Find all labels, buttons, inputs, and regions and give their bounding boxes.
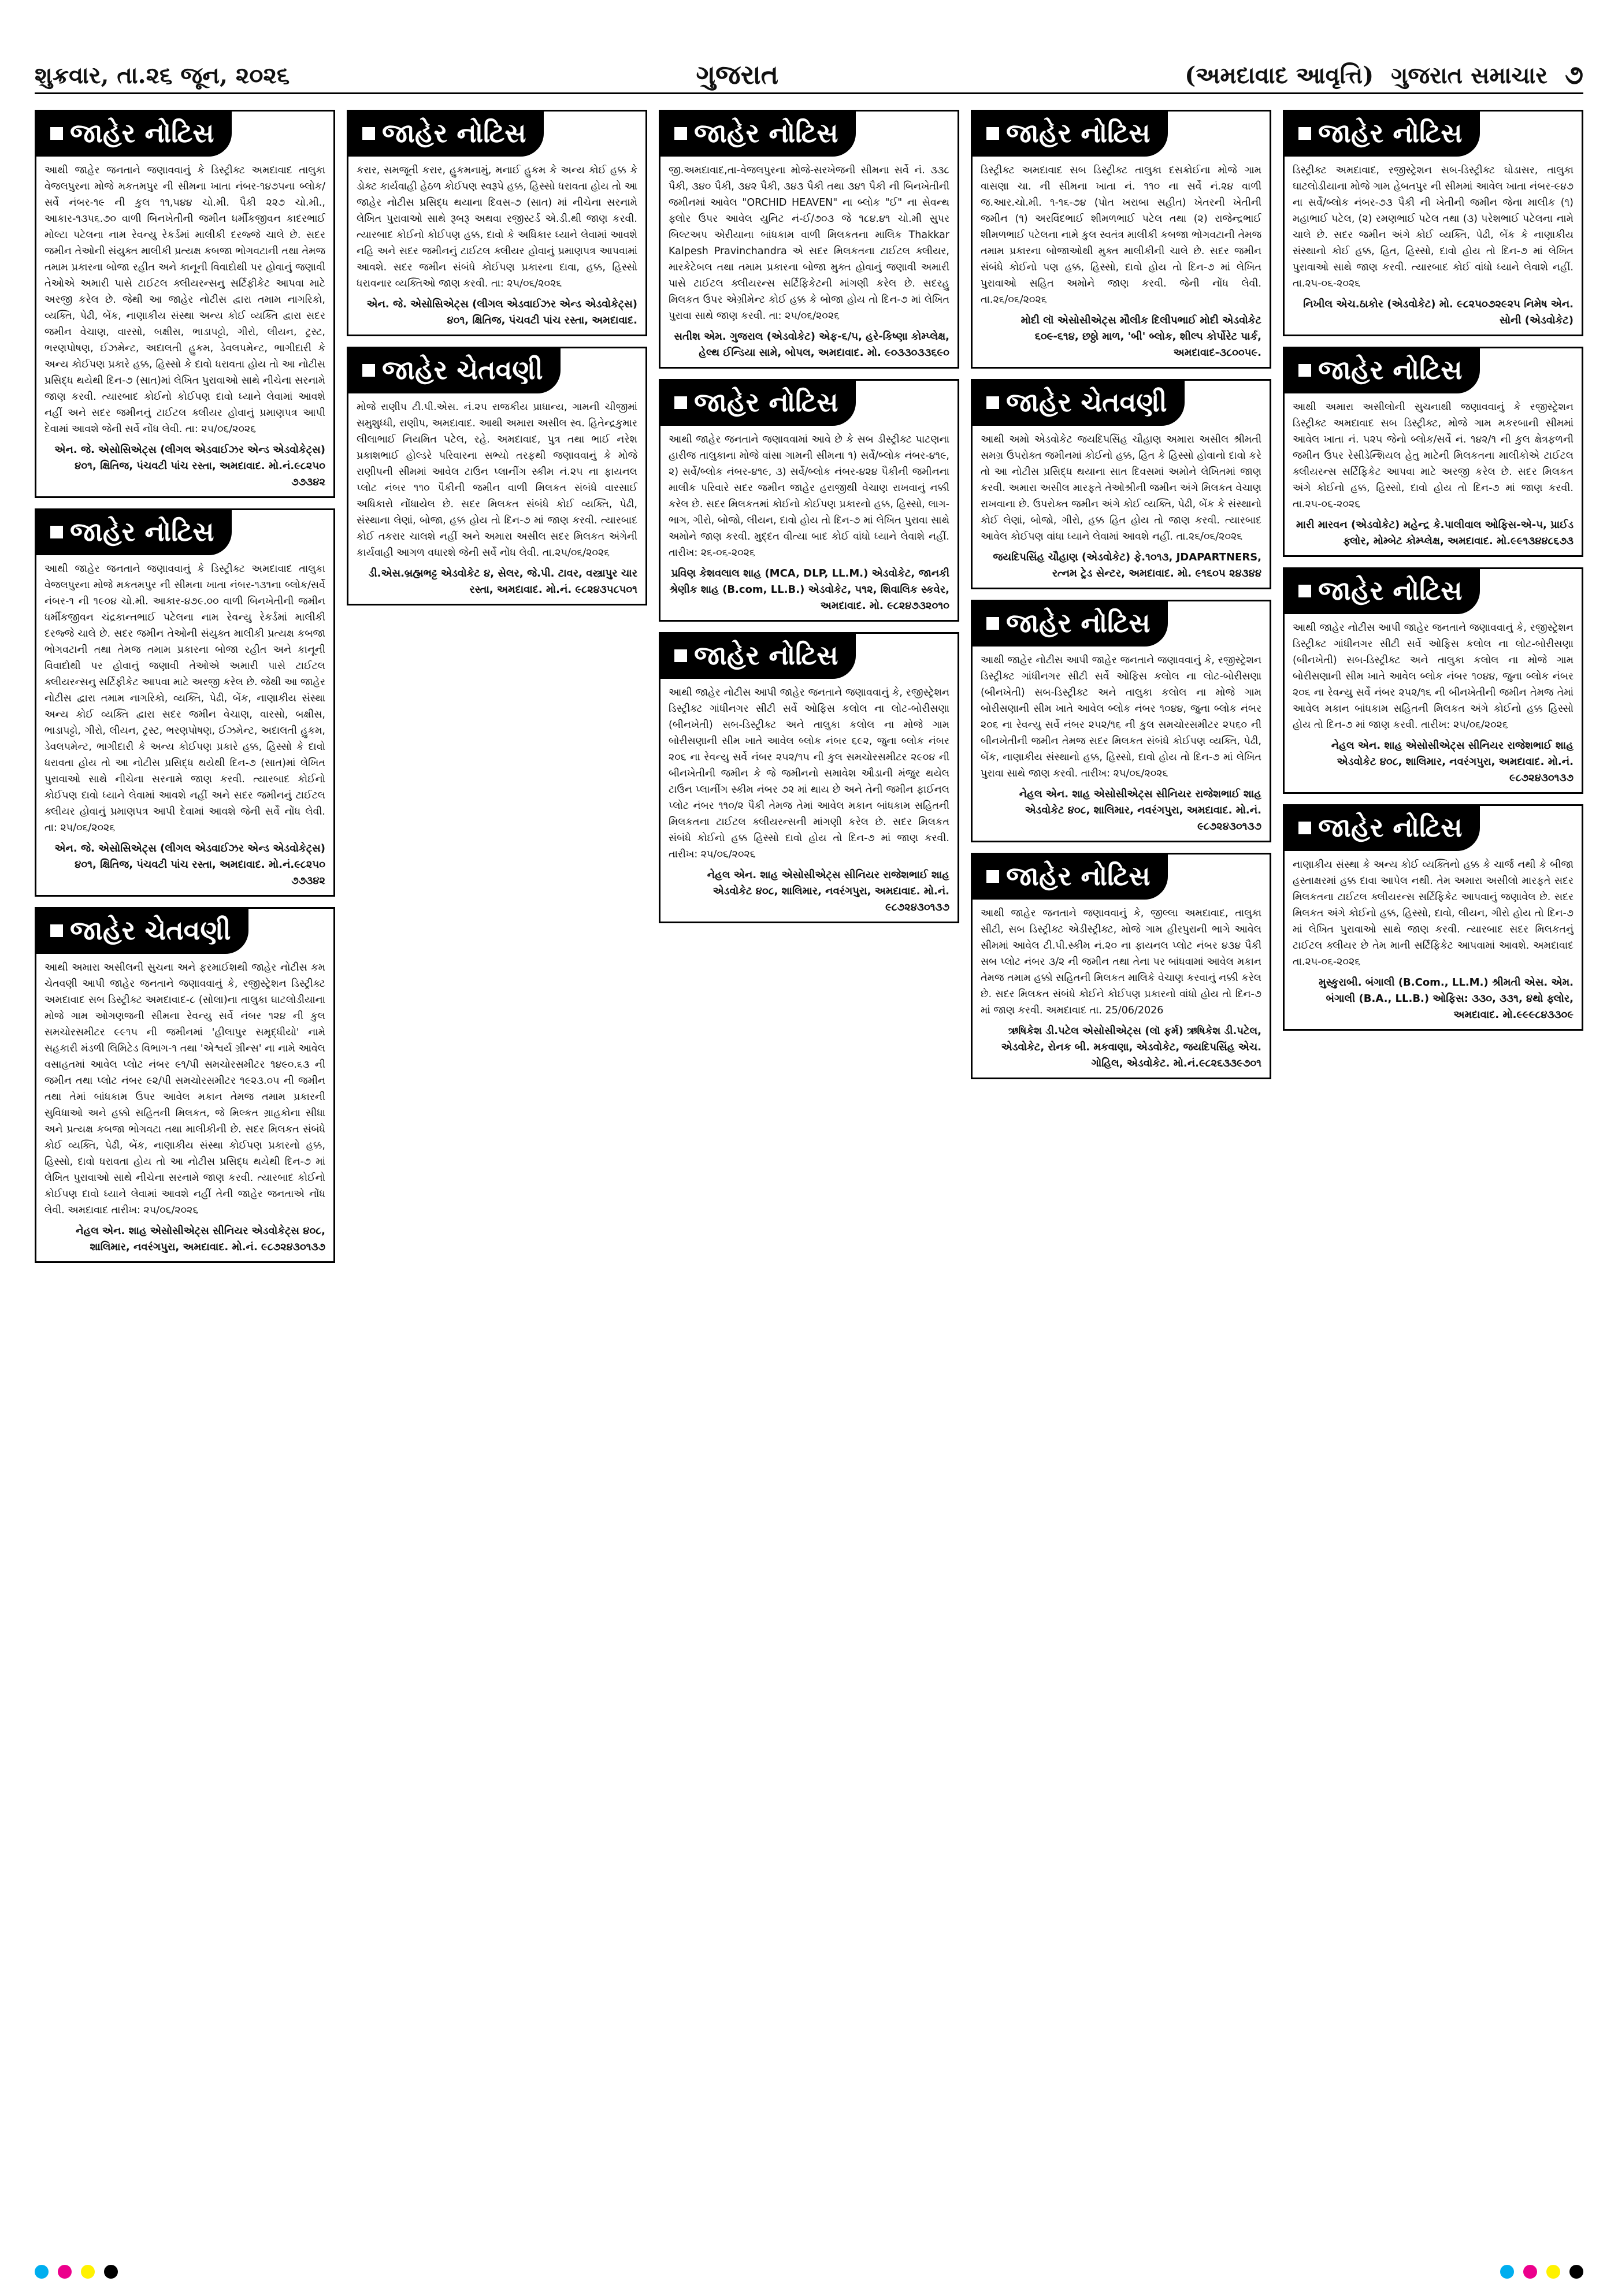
paper-name: ગુજરાત સમાચાર bbox=[1391, 61, 1548, 89]
notice-banner bbox=[1285, 112, 1480, 157]
notice-banner bbox=[1285, 348, 1480, 393]
notice-title: જાહેર નોટિસ bbox=[1318, 575, 1463, 606]
notice-signature: નેહલ એન. શાહ એસોસીએટ્સ સીનિયર રાજેશભાઈ શાહ એડવોકેટ ૪૦૮, શાલિમાર, નવરંગપુરા, અમદાવાદ. મો.નં. ૯૮૭૨૪૩૦૧૩૭ bbox=[1331, 740, 1574, 784]
notice bbox=[35, 110, 335, 498]
black-dot-icon bbox=[1569, 2265, 1583, 2279]
notice-title: જાહેર ચેતવણી bbox=[382, 354, 543, 385]
notice-signature: ઋષિકેશ ડી.પટેલ એસોસીએટ્સ (લૉ ફર્મ) ઋષિકેશ ડી.પટેલ, એડવોકેટ, રોનક બી. મકવાણા, એડવોકેટ, જયદિપસિંહ એચ. ગોહિલ, એડવોકેટ. મો.નં.૯૮૨૬૩૩૯૭૦૧ bbox=[1001, 1025, 1261, 1069]
notice-banner bbox=[973, 112, 1168, 157]
notice-title: જાહેર નોટિસ bbox=[694, 640, 838, 671]
bullet-icon bbox=[674, 649, 687, 662]
notice-banner bbox=[660, 634, 856, 679]
notice-body: મોજે રાણીપ ટી.પી.એસ. નં.૨૫ રાજકીય પ્રાધાન્ય, ગામની ચીજીમાં સમુશુધ્ધી, રાણીપ, અમદાવાદ. આથી અમારા અસીલ સ્વ. હિતેન્દ્રકુમાર લીલાભાઈ નિયમિત પટેલ, રહે. અમદાવાદ, પુત્ર તથા ભાઈ નરેશ પ્રકાશભાઈ હોલ્ડરે પરિવારના સભ્યો તરફથી જણાવવાનું કે મોજે રાણીપની સીમમાં આવેલ ટાઉન પ્લાનીંગ સ્કીમ નં.૨૫ ના ફાયનલ પ્લોટ નંબર ૧૧૦ પૈકીની જમીન વાળી મિલકત સંબંધે વારસાઈ અધિકારો નોંધાયેલ છે. સદર મિલકત સંબંધે કોઈ વ્યક્તિ, પેઢી, સંસ્થાના લેણાં, બોજા, હક્ક હોય તો દિન-૭ માં જાણ કરવી. ત્યારબાદ કોઈ તકરાર ચાલશે નહીં અને અમારા અસીલ સદર મિલકત અંગેની કાર્યવાહી આગળ વધારશે જેની સર્વે નોંધ લેવી. તા.૨૫/૦૬/૨૦૨૬ bbox=[357, 402, 637, 559]
yellow-dot-icon bbox=[81, 2265, 95, 2279]
notice-body: આથી જાહેર જનતાને જણાવવાનું કે ડિસ્ટ્રીક્ટ અમદાવાદ તાલુકા વેજલપુરના મોજે મકતમપુર ની સીમના ખાતા નંબર-૧૪૭૫ના બ્લોક/સર્વે નંબર-૧૯ ની કુલ ૧૧,૫૪૪ ચો.મી. પૈકી ૨૨૭ ચો.મી., આકાર-૧૩૫૬.૭૦ વાળી બિનખેતીની જમીન ધર્મીકજીવન કાદરભાઈ મોલ્ટા પટેલના નામ રેવન્યુ રેકર્ડમાં માલીકી દરજ્જે ચાલે છે. સદર જમીન તેઓની સંયુક્ત માલીકી પ્રત્યક્ષ કબજા ભોગવટાની તથા તેમજ તમામ પ્રકારના બોજા રહીત અને કાનૂની વિવાદોથી પર હોવાનું જણાવી તેઓએ અમારી પાસે ટાઈટલ ક્લીયરન્સનુ સર્ટિફીકેટ આપવા માટે અરજી કરેલ છે. જેથી આ જાહેર નોટીસ દ્વારા તમામ નાગરિકો, વ્યક્તિ, પેઢી, બેંક, નાણાકીય સંસ્થા અન્ય કોઈ વ્યક્તિ દ્વારા સદર જમીન વેચાણ, વારસો, બક્ષીસ, ભાડાપટ્ટો, ગીરો, લીયન, ટ્રસ્ટ, ભરણપોષણ, ઈઝમેન્ટ, અદાલતી હુકમ, ડેવલપમેન્ટ, ભાગીદારી કે અન્ય કોઈપણ પ્રકારે હક્ક, હિસ્સો કે દાવો ધરાવતા હોય તો આ નોટીસ પ્રસિદ્ધ થયેથી દિન-૭ (સાત)માં લેખિત પુરાવાઓ સાથે નીચેના સરનામે જાણ કરવી. ત્યારબાદ કોઈનો કોઈપણ દાવો ધ્યાને લેવામાં આવશે નહીં અને સદર જમીનનું ટાઈટલ ક્લીયર હોવાનું પ્રમાણપત્ર આપી દેવામાં આવશે જેની સર્વે નોંધ લેવી. તા: ૨૫/૦૬/૨૦૨૬ bbox=[44, 165, 325, 435]
bullet-icon bbox=[362, 127, 375, 140]
notice-body: આથી જાહેર જનતાને જણાવવામાં આવે છે કે સબ ડીસ્ટ્રીક્ટ પાટણના હારીજ તાલુકાના મોજે વાંસા ગામની સીમના ૧) સર્વે/બ્લોક નંબર-૪૧૯, ૨) સર્વે/બ્લોક નંબર-૪૧૯, ૩) સર્વે/બ્લોક નંબર-૪૨૪ પૈકીની જમીનના માલીક પરિવારે સદર જમીન જાહેર હરાજીથી વેચાણ રાખવાનું નક્કી કરેલ છે. સદર મિલકતમાં કોઈનો કોઈપણ પ્રકારનો હક્ક, હિસ્સો, લાગ-ભાગ, ગીરો, બોજો, લીયન, દાવો હોય તો દિન-૭ માં લેખિત પુરાવા સાથે અમોને જાણ કરવી. મુદ્દત વીત્યા બાદ કોઈ વાંધો ધ્યાને લેવાશે નહીં. તારીખ: ૨૬-૦૬-૨૦૨૬ bbox=[669, 434, 949, 559]
bullet-icon bbox=[986, 617, 999, 630]
notice-signature: મારી મારવન (એડવોકેટ) મહેન્દ્ર કે.પાલીવાલ ઓફિસ-એ-૫, પ્રાઈડ ફ્લોર, મોમ્બેટ કોમ્પ્લેક્ષ, અમદાવાદ. મો.૯૯૧૩૪૪૮૬૭૩ bbox=[1296, 519, 1574, 547]
notice bbox=[971, 110, 1271, 369]
notice-signature: ડી.એસ.બ્રહ્મભટ્ટ એડવોકેટ ૪, સેલર, જે.પી. ટાવર, વસ્ત્રાપુર ચાર રસ્તા, અમદાવાદ. મો.નં. ૯૮૨૪૩૫૮૫૦૧ bbox=[368, 567, 637, 596]
notice bbox=[659, 632, 959, 923]
column-5 bbox=[1283, 110, 1583, 1031]
notice-banner bbox=[36, 909, 248, 954]
bullet-icon bbox=[1298, 364, 1311, 377]
column-2 bbox=[347, 110, 647, 605]
notice-signature: નેહલ એન. શાહ એસોસીએટ્સ સીનિયર રાજેશભાઈ શાહ એડવોકેટ ૪૦૮, શાલિમાર, નવરંગપુરા, અમદાવાદ. મો.નં. ૯૮૭૨૪૩૦૧૩૭ bbox=[1019, 788, 1261, 833]
magenta-dot-icon bbox=[58, 2265, 72, 2279]
notice bbox=[347, 347, 647, 605]
notice-title: જાહેર નોટિસ bbox=[1318, 354, 1463, 385]
issue-date: શુક્રવાર, તા.૨૬ જૂન, ૨૦૨૬ bbox=[35, 61, 290, 89]
edition-label: (અમદાવાદ આવૃત્તિ) bbox=[1185, 61, 1374, 89]
notice bbox=[35, 907, 335, 1263]
column-3 bbox=[659, 110, 959, 923]
column-1 bbox=[35, 110, 335, 1263]
notice bbox=[347, 110, 647, 336]
notice-banner bbox=[36, 112, 232, 157]
notice-title: જાહેર નોટિસ bbox=[1006, 117, 1151, 148]
notice-signature: મુસ્કુરાબી. બંગાલી (B.Com., LL.M.) શ્રીમતી એસ. એમ. બંગાલી (B.A., LL.B.) ઓફિસ: ૩૩૦, ૩૩૧, ૪થો ફ્લોર, અમદાવાદ. મો.૯૯૯૮૪૩૩૦૯ bbox=[1319, 976, 1574, 1021]
notice-body: નાણાકીય સંસ્થા કે અન્ય કોઈ વ્યક્તિનો હક્ક કે ચાર્જ નથી કે બીજા હસ્તાક્ષરમાં હક્ક દાવા આપેલ નથી. તેમ અમારા અસીલો મારફતે સદર મિલકતના ટાઈટલ ક્લીયરન્સ સર્ટિફિકેટ આપવાનું જણાવેલ છે. સદર મિલકત અંગે કોઈનો હક્ક, હિસ્સો, દાવો, લીયન, ગીરો હોય તો દિન-૭ માં લેખિત પુરાવાઓ સાથે જાણ કરવી. ત્યારબાદ સદર મિલકતનું ટાઈટલ ક્લીયર છે તેમ માની સર્ટિફિકેટ આપવામાં આવશે. અમદાવાદ તા.૨૫-૦૬-૨૦૨૬ bbox=[1293, 859, 1574, 968]
notice bbox=[971, 853, 1271, 1079]
registration-marks bbox=[35, 2265, 1583, 2282]
notice-signature: જયદિપસિંહ ચૌહાણ (એડવોકેટ) ફે.૧૦૧૩, JDAPARTNERS, રત્નમ ટ્રેડ સેન્ટર, અમદાવાદ. મો. ૯૧૬૦૫ ૨૪૩૪૪ bbox=[993, 551, 1261, 579]
bullet-icon bbox=[986, 870, 999, 883]
notice-signature: મોદી લૉ એસોસીએટ્સ મૌલીક દિલીપભાઈ મોદી એડવોકેટ ૬૦૯-૬૧૪, છઠ્ઠો માળ, 'બી' બ્લોક, શીલ્પ કોર્પોરેટ પાર્ક, અમદાવાદ-૩૮૦૦૫૯. bbox=[1020, 314, 1261, 359]
notice-signature: એન. જે. એસોસિએટ્સ (લીગલ એડવાઈઝર એન્ડ એડવોકેટ્સ) ૪૦૧, ક્ષિતિજ, પંચવટી પાંચ રસ્તા, અમદાવાદ. bbox=[366, 298, 637, 326]
notice-body: આથી અમો એડવોકેટ જયદિપસિંહ ચૌહાણ અમારા અસીલ શ્રીમતી સમગ્ર ઉપરોક્ત જમીનમાં કોઈનો હક્ક, હિત કે હિસ્સો હોવાનો દાવો કરે તો આ નોટીસ પ્રસિદ્ધ થયાના સાત દિવસમાં અમોને લેખિતમાં જાણ કરવી. અમારા અસીલ મારફતે તેઓશ્રીની જમીન અંગે મિલકત વેચાણ રાખવાના છે. ઉપરોક્ત જમીન અંગે કોઈ વ્યક્તિ, પેઢી, બેંક કે સંસ્થાનો કોઈ લેણાં, બોજો, ગીરો, હક્ક હિત હોય તો જાણ કરવી. ત્યારબાદ આવેલ કોઈપણ વાંધા ધ્યાને લેવામાં આવશે નહીં. તા.૨૬/૦૬/૨૦૨૬ bbox=[981, 434, 1261, 543]
notice-banner bbox=[1285, 569, 1480, 614]
notice-body: આથી જાહેર નોટીસ આપી જાહેર જનતાને જણાવવાનું કે, રજીસ્ટ્રેશન ડિસ્ટ્રીક્ટ ગાંધીનગર સીટી સર્વે ઓફિસ કલોલ ના લોટ-બોરીસણા (બીનખેતી) સબ-ડિસ્ટ્રીક્ટ અને તાલુકા કલોલ ના મોજે ગામ બોરીસણાની સીમ ખાતે આવેલ બ્લોક નંબર ૬૯૨, જુના બ્લોક નંબર ૨૦૬ ના રેવન્યુ સર્વે નંબર ૨૫૨/૧૫ ની કુલ સમચોરસમીટર ૨૯૦૪ ની બીનખેતીની જમીન કે જે જમીનનો સમાવેશ ઔડાની મંજુર થયેલ ટાઉન પ્લાનીંગ સ્કીમ નંબર ૭૨ માં થાય છે અને તેની જમીન ફાઈનલ પ્લોટ નંબર ૧૧૦/૨ પૈકી તેમજ તેમાં આવેલ મકાન બાંધકામ સહિતની મિલકતના ટાઈટલ ક્લીયરન્સની માંગણી કરેલ છે. સદર મિલકત સંબંધે કોઈનો હક્ક હિસ્સો દાવો હોય તો દિન-૭ માં જાણ કરવી. તારીખ: ૨૫/૦૬/૨૦૨૬ bbox=[669, 687, 949, 860]
notice bbox=[35, 508, 335, 897]
notice-title: જાહેર નોટિસ bbox=[1006, 607, 1151, 638]
bullet-icon bbox=[50, 127, 63, 140]
notice-signature: સતીશ એમ. ગુજરાલ (એડવોકેટ) એફ-૬/૫, હરે-કિષ્ણા કોમ્પ્લેક્ષ, હેલ્થ ઈન્ડિયા સામે, બોપલ, અમદાવાદ. મો. ૯૦૩૩૦૩૩૬૯૦ bbox=[674, 330, 949, 359]
notice-title: જાહેર નોટિસ bbox=[70, 516, 214, 547]
notice-banner bbox=[660, 381, 856, 426]
bullet-icon bbox=[986, 396, 999, 409]
bullet-icon bbox=[50, 924, 63, 937]
notice-body: આથી અમારા અસીલોની સુચનાથી જણાવવાનું કે રજીસ્ટ્રેશન ડિસ્ટ્રીક્ટ અમદાવાદ સબ ડિસ્ટ્રીક્ટ, મોજે ગામ મકરબાની સીમમાં આવેલ ખાતા નં. ૫૨૫ જેનો બ્લોક/સર્વે નં. ૧૪૨/૧ ની કુલ ક્ષેત્રફળની જમીન ઉપર રેસીડેન્શિયલ હેતુ માટેની મિલકતના માલીકોએ ટાઈટલ ક્લીયરન્સ સર્ટિફિકેટ આપવા માટે અરજી કરેલ છે. સદર મિલકત અંગે કોઈનો હક્ક, હિસ્સો, દાવો હોય તો દિન-૭ માં જાણ કરવી. તા.૨૫-૦૬-૨૦૨૬ bbox=[1293, 402, 1574, 510]
bullet-icon bbox=[674, 396, 687, 409]
notice-banner bbox=[973, 855, 1168, 900]
notice-signature: પ્રવિણ કેશવલાલ શાહ (MCA, DLP, LL.M.) એડવોકેટ, જાનકી શ્રેણીક શાહ (B.com, LL.B.) એડવોકેટ, ૫૧૨, શિવાલિક સ્કવેર, અમદાવાદ. મો. ૯૮૨૪૭૩૨૦૧૦ bbox=[669, 567, 949, 612]
color-marks-right bbox=[1500, 2265, 1583, 2282]
yellow-dot-icon bbox=[1546, 2265, 1560, 2279]
notice-title: જાહેર નોટિસ bbox=[70, 117, 214, 148]
notice-title: જાહેર નોટિસ bbox=[382, 117, 526, 148]
page-header bbox=[35, 58, 1583, 94]
notice bbox=[659, 110, 959, 369]
bullet-icon bbox=[1298, 585, 1311, 597]
notice-banner bbox=[348, 112, 544, 157]
notice-title: જાહેર નોટિસ bbox=[694, 117, 838, 148]
notice bbox=[1283, 347, 1583, 557]
notice-banner bbox=[348, 348, 561, 393]
notice-body: આથી જાહેર નોટીસ આપી જાહેર જનતાને જણાવવાનું કે, રજીસ્ટ્રેશન ડિસ્ટ્રીક્ટ ગાંધીનગર સીટી સર્વે ઓફિસ કલોલ ના લોટ-બોરીસણા (બીનખેતી) સબ-ડિસ્ટ્રીક્ટ અને તાલુકા કલોલ ના મોજે ગામ બોરીસણાની સીમ ખાતે આવેલ બ્લોક નંબર ૧૦૪૪, જુના બ્લોક નંબર ૨૦૬ ના રેવન્યુ સર્વે નંબર ૨૫૨/૧૬ ની કુલ સમચોરસમીટર ૨૫૬૦ ની બીનખેતીની જમીન તેમજ સદર મિલકત સંબંધે કોઈપણ વ્યક્તિ, પેઢી, બેંક, નાણાકીય સંસ્થાનો હક્ક, હિસ્સો, દાવો હોય તો દિન-૭ માં લેખિત પુરાવા સાથે જાણ કરવી. તારીખ: ૨૫/૦૬/૨૦૨૬ bbox=[981, 655, 1261, 779]
magenta-dot-icon bbox=[1523, 2265, 1537, 2279]
notice-banner bbox=[973, 601, 1168, 647]
notice bbox=[659, 379, 959, 622]
notice-signature: એન. જે. એસોસિએટ્સ (લીગલ એડવાઈઝર એન્ડ એડવોકેટ્સ) ૪૦૧, ક્ષિતિજ, પંચવટી પાંચ રસ્તા, અમદાવાદ. મો.નં.૯૮૨૫૦ ૭૭૩૪૨ bbox=[54, 842, 325, 887]
bullet-icon bbox=[986, 127, 999, 140]
notice bbox=[971, 379, 1271, 589]
column-4 bbox=[971, 110, 1271, 1079]
notice bbox=[1283, 110, 1583, 336]
notice-signature: નિખીલ એચ.ઠાકોર (એડવોકેટ) મો. ૯૮૨૫૦૭૨૯૨૫ નિમેષ એન. સોની (એડવોકેટ) bbox=[1303, 298, 1574, 326]
notice-title: જાહેર નોટિસ bbox=[1006, 860, 1151, 891]
notice-body: આથી જાહેર નોટીસ આપી જાહેર જનતાને જણાવવાનું કે, રજીસ્ટ્રેશન ડિસ્ટ્રીક્ટ ગાંધીનગર સીટી સર્વે ઓફિસ કલોલ ના લોટ-બોરીસણા (બીનખેતી) સબ-ડિસ્ટ્રીક્ટ અને તાલુકા કલોલ ના મોજે ગામ બોરીસણાની સીમ ખાતે આવેલ બ્લોક નંબર ૧૦૪૪, જુના બ્લોક નંબર ૨૦૬ ના રેવન્યુ સર્વે નંબર ૨૫૨/૧૬ ની બીનખેતીની જમીન તેમજ તેમાં આવેલ મકાન બાંધકામ સહિતની મિલકત અંગે કોઈનો હક્ક હિસ્સો હોય તો દિન-૭ માં જાણ કરવી. તારીખ: ૨૫/૦૬/૨૦૨૬ bbox=[1293, 622, 1574, 731]
notice-banner bbox=[660, 112, 856, 157]
notice-banner bbox=[973, 381, 1185, 426]
notice-title: જાહેર ચેતવણી bbox=[1006, 387, 1167, 418]
notice-body: આથી જાહેર જનતાને જણાવવાનું કે, જીલ્લા અમદાવાદ, તાલુકા સીટી, સબ ડિસ્ટ્રીક્ટ એડીસ્ટ્રીક્ટ, મોજે ગામ હીરપુરાની ભાગે આવેલ સીમમાં આવેલ ટી.પી.સ્કીમ નં.૨૦ ના ફાયનલ પ્લોટ નંબર ૪૩૪ પૈકી સબ પ્લોટ નંબર ૩/૨ ની જમીન તથા તેના પર બાંધવામાં આવેલ મકાન તેમજ તમામ હક્કો સહિતની મિલકત માલિકે વેચાણ કરવાનું નક્કી કરેલ છે. સદર મિલકત સંબંધે કોઈને કોઈપણ પ્રકારનો વાંધો હોય તો દિન-૭ માં જાણ કરવી. અમદાવાદ તા. 25/06/2026 bbox=[981, 908, 1261, 1016]
notice-signature: નેહલ એન. શાહ એસોસીએટ્સ સીનિયર રાજેશભાઈ શાહ એડવોકેટ ૪૦૮, શાલિમાર, નવરંગપુરા, અમદાવાદ. મો.નં. ૯૮૭૨૪૩૦૧૩૭ bbox=[707, 869, 949, 913]
cyan-dot-icon bbox=[1500, 2265, 1514, 2279]
bullet-icon bbox=[674, 127, 687, 140]
notice bbox=[971, 600, 1271, 842]
notice-banner bbox=[36, 510, 232, 555]
notice-body: ડિસ્ટ્રીક્ટ અમદાવાદ, રજીસ્ટ્રેશન સબ-ડિસ્ટ્રીક્ટ ઘોડાસર, તાલુકા ઘાટલોડીયાના મોજે ગામ હેબતપુર ની સીમમાં આવેલ ખાતા નંબર-૯૪૭ ના સર્વે/બ્લોક નંબર-૭૩ પૈકી ની ખેતીની જમીન જેના માલીક (૧) મહાભાઈ પટેલ, (૨) રમણભાઈ પટેલ તથા (૩) પરેશભાઈ પટેલના નામે ચાલે છે. સદર જમીન અંગે કોઈ વ્યક્તિ, પેઢી, બેંક કે નાણાકીય સંસ્થાનો કોઈ હક્ક, હિત, હિસ્સો, દાવો હોય તો દિન-૭ માં લેખિત પુરાવાઓ સાથે જાણ કરવી. ત્યારબાદ કોઈ વાંધો ધ્યાને લેવાશે નહીં. તા.૨૫-૦૬-૨૦૨૬ bbox=[1293, 165, 1574, 289]
notice-body: કરાર, સમજૂતી કરાર, હુકમનામું, મનાઈ હુકમ કે અન્ય કોઈ હક્ક કે ડોક્ટ કાર્યવાહી હેઠળ કોઈપણ સ્વરૂપે હક્ક, હિસ્સો ધરાવતા હોય તો આ જાહેર નોટીસ પ્રસિદ્ધ થયાના દિવસ-૭ (સાત) માં નીચેના સરનામે લેખિત પુરાવાઓ સાથે રૂબરૂ અથવા રજીસ્ટર્ડ એ.ડી.થી જાણ કરવી. ત્યારબાદ કોઈનો કોઈપણ હક્ક, દાવો કે અધિકાર ધ્યાને લેવામાં આવશે નહિ અને સદર જમીનનું ટાઈટલ ક્લીયર હોવાનું પ્રમાણપત્ર આપવામાં આવશે. સદર જમીન સંબંધે કોઈપણ પ્રકારના દાવા, હક્ક, હિસ્સો ધરાવનાર વ્યક્તિઓ જાણ કરવી. તા: ૨૫/૦૬/૨૦૨૬ bbox=[357, 165, 637, 289]
notice-banner bbox=[1285, 806, 1480, 851]
notice bbox=[1283, 804, 1583, 1031]
color-marks-left bbox=[35, 2265, 118, 2282]
notice-title: જાહેર નોટિસ bbox=[1318, 812, 1463, 843]
cyan-dot-icon bbox=[35, 2265, 49, 2279]
notice-body: આથી અમારા અસીલની સુચના અને ફરમાઈશથી જાહેર નોટીસ કમ ચેતવણી આપી જાહેર જનતાને જણાવવાનું કે, રજીસ્ટ્રેશન ડિસ્ટ્રીક્ટ અમદાવાદ સબ ડિસ્ટ્રીક્ટ અમદાવાદ-૮ (સોલા)ના તાલુકા ઘાટલોડીયાના મોજે ગામ ઓગણજની સીમના રેવન્યુ સર્વે નંબર ૧૨૪ ની કુલ સમચોરસમીટર ૯૯૧૫ ની જમીનમાં 'હીલાપુર સમૃદ્ધીયો' નામે સહકારી મંડળી લિમિટેડ વિભાગ-૧ તથા 'એશ્વર્ય ગ્રીન્સ' ના નામે આવેલ વસાહતમાં આવેલ પ્લોટ નંબર ૯૧/પી સમચોરસમીટર ૧૪૯૦.૬૩ ની જમીન તથા પ્લોટ નંબર ૯૨/પી સમચોરસમીટર ૧૯૨૩.૦૫ ની જમીન તથા તેમાં બાંધકામ ઉપર આવેલ મકાન તેમજ તમામ પ્રકારની સુવિધાઓ અને હક્કો સહિતની મિલકત, જે મિલ્કત ગ્રાહકોના સીધા અને પ્રત્યક્ષ કબજા ભોગવટા તથા માલીકીની છે. સદર મિલકત સંબંધે કોઈ વ્યક્તિ, પેઢી, બેંક, નાણાકીય સંસ્થા કોઈપણ પ્રકારનો હક્ક, હિસ્સો, દાવો ધરાવતા હોય તો આ નોટીસ પ્રસિદ્ધ થયેથી દિન-૭ માં લેખિત પુરાવાઓ સાથે નીચેના સરનામે જાણ કરવી. ત્યારબાદ કોઈનો કોઈપણ દાવો ધ્યાને લેવામાં આવશે નહીં તેની જાહેર જનતાએ નોંધ લેવી. અમદાવાદ તારીખ: ૨૫/૦૬/૨૦૨૬ bbox=[44, 962, 325, 1216]
notice-body: જી.અમદાવાદ,તા-વેજલપુરના મોજે-સરખેજની સીમના સર્વે નં. ૩૩૮ પૈકી, ૩૪૦ પૈકી, ૩૪૨ પૈકી, ૩૪૩ પૈકી તથા ૩૪૧ પૈકી ની બિનખેતીની જમીનમાં આવેલ "ORCHID HEAVEN" ના બ્લોક "ઈ" ના સેવન્થ ફ્લોર ઉપર આવેલ યુનિટ નં-ઈ/૭૦૩ જે ૧૮૪.૪૧ ચો.મી સુપર બિલ્ટઅપ એરીયાના બાંધકામ વાળી મિલકતના માલિક Thakkar Kalpesh Pravinchandra એ સદર મિલકતના ટાઈટલ ક્લીયર, મારકેટેબલ તથા તમામ પ્રકારના બોજા મુક્ત હોવાનું જણાવી અમારી પાસે ટાઈટલ ક્લીયરન્સ સર્ટિફિકેટની માંગણી કરેલ છે. સદરહુ મિલકત ઉપર એગ્રીમેન્ટ કોઈ હક્ક કે બોજા હોય તો દિન-૭ માં લેખિત પુરાવા સાથે જાણ કરવી. તા: ૨૫/૦૬/૨૦૨૬ bbox=[669, 165, 950, 322]
notice-body: ડિસ્ટ્રીક્ટ અમદાવાદ સબ ડિસ્ટ્રીક્ટ તાલુકા દસક્રોઈના મોજે ગામ વાસણા ચા. ની સીમના ખાતા નં. ૧૧૦ ના સર્વે નં.૨૪ વાળી જ.આર.ચો.મી. ૧-૧૬-૭૪ (પોત ખરાબા સહીત) ખેતરની ખેતીની જમીન (૧) અરવિંદભાઈ શીમળભાઈ પટેલ તથા (૨) રાજેન્દ્રભાઈ શીમળભાઈ પટેલના નામે કુલ સ્વતંત્ર માલીકી કબજા ભોગવટાની તેમજ તમામ પ્રકારના બોજાઓથી મુક્ત માલીકીની ચાલે છે. સદર જમીન સંબંધે કોઈનો પણ હક્ક, હિસ્સો, દાવો હોય તો દિન-૭ માં લેખિત પુરાવાઓ સહિત અમોને જાણ કરવી. જેની નોંધ લેવી. તા.૨૬/૦૬/૨૦૨૬ bbox=[981, 165, 1261, 306]
section-title: ગુજરાત bbox=[696, 59, 779, 90]
notice-title: જાહેર ચેતવણી bbox=[70, 915, 231, 946]
notice-title: જાહેર નોટિસ bbox=[1318, 117, 1463, 148]
notice-title: જાહેર નોટિસ bbox=[694, 387, 838, 418]
notice-signature: નેહલ એન. શાહ એસોસીએટ્સ સીનિયર એડવોકેટ્સ ૪૦૮, શાલિમાર, નવરંગપુરા, અમદાવાદ. મો.નં. ૯૮૭૨૪૩૦૧૩૭ bbox=[76, 1225, 325, 1253]
bullet-icon bbox=[1298, 822, 1311, 834]
bullet-icon bbox=[362, 364, 375, 377]
page-number: ૭ bbox=[1565, 59, 1583, 90]
bullet-icon bbox=[50, 526, 63, 538]
notice-signature: એન. જે. એસોસિએટ્સ (લીગલ એડવાઈઝર એન્ડ એડવોકેટ્સ) ૪૦૧, ક્ષિતિજ, પંચવટી પાંચ રસ્તા, અમદાવાદ. મો.નં.૯૮૨૫૦ ૭૭૩૪૨ bbox=[54, 444, 325, 488]
bullet-icon bbox=[1298, 127, 1311, 140]
notice bbox=[1283, 567, 1583, 794]
masthead bbox=[1185, 59, 1583, 91]
black-dot-icon bbox=[104, 2265, 118, 2279]
notice-body: આથી જાહેર જનતાને જણાવવાનું કે ડિસ્ટ્રીક્ટ અમદાવાદ તાલુકા વેજલપુરના મોજે મકતમપુર ની સીમના ખાતા નંબર-૧૩૧ના બ્લોક/સર્વે નંબર-૧ ની ૧૯૦૪ ચો.મી. આકાર-૪૭૯.૦૦ વાળી બિનખેતીની જમીન ધર્મીકજીવન ચંદ્રકાન્તભાઈ પટેલના નામ રેવન્યુ રેકર્ડમાં માલીકી દરજ્જે ચાલે છે. સદર જમીન તેઓની સંયુક્ત માલીકી પ્રત્યક્ષ કબજા ભોગવટાની તથા તેમજ તમામ પ્રકારના બોજા રહીત અને કાનૂની વિવાદોથી પર હોવાનું જણાવી તેઓએ અમારી પાસે ટાઈટલ ક્લીયરન્સનુ સર્ટિફીકેટ આપવા માટે અરજી કરેલ છે. જેથી આ જાહેર નોટીસ દ્વારા તમામ નાગરિકો, વ્યક્તિ, પેઢી, બેંક, નાણાકીય સંસ્થા અન્ય કોઈ વ્યક્તિ દ્વારા સદર જમીન વેચાણ, વારસો, બક્ષીસ, ભાડાપટ્ટો, ગીરો, લીયન, ટ્રસ્ટ, ભરણપોષણ, ઈઝમેન્ટ, અદાલતી હુકમ, ડેવલપમેન્ટ, ભાગીદારી કે અન્ય કોઈપણ પ્રકારે હક્ક, હિસ્સો કે દાવો ધરાવતા હોય તો આ નોટીસ પ્રસિદ્ધ થયેથી દિન-૭ (સાત)માં લેખિત પુરાવાઓ સાથે નીચેના સરનામે જાણ કરવી. ત્યારબાદ કોઈનો કોઈપણ દાવો ધ્યાને લેવામાં આવશે નહીં અને સદર જમીનનું ટાઈટલ ક્લીયર હોવાનું પ્રમાણપત્ર આપી દેવામાં આવશે જેની સર્વે નોંધ લેવી. તા: ૨૫/૦૬/૨૦૨૬ bbox=[44, 563, 325, 834]
